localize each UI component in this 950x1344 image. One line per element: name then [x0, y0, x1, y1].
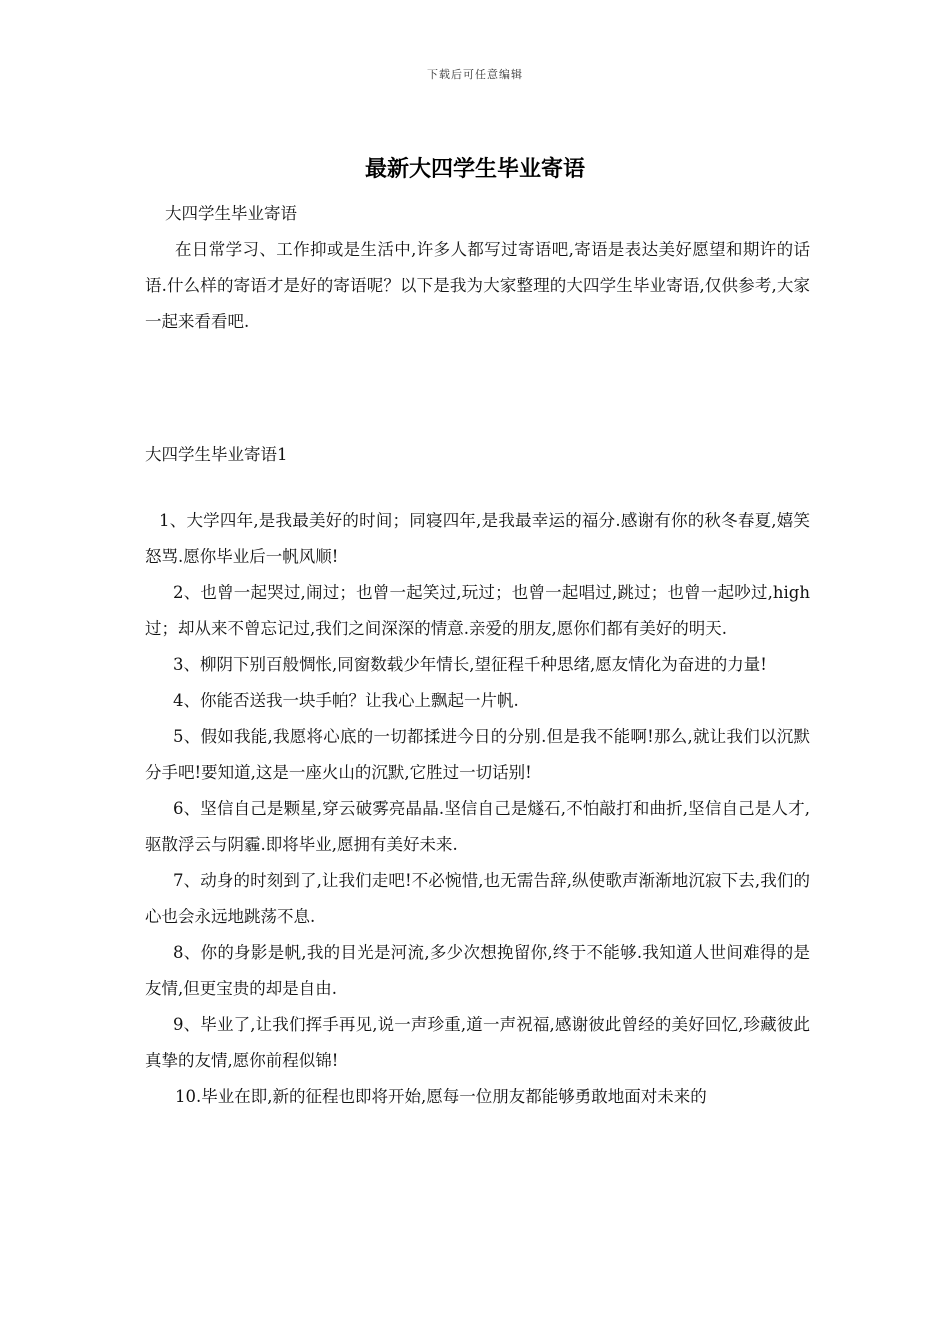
list-item: 5、假如我能,我愿将心底的一切都揉进今日的分别.但是我不能啊!那么,就让我们以沉默分手吧!要知道,这是一座火山的沉默,它胜过一切话别! — [145, 727, 810, 782]
list-item: 4、你能否送我一块手帕？让我心上飘起一片帆. — [173, 691, 519, 710]
list-item: 1、大学四年,是我最美好的时间；同寝四年,是我最幸运的福分.感谢有你的秋冬春夏,嬉笑怒骂.愿你毕业后一帆风顺! — [145, 511, 810, 566]
document-body — [145, 196, 810, 1115]
list-item: 10.毕业在即,新的征程也即将开始,愿每一位朋友都能够勇敢地面对未来的 — [175, 1087, 707, 1106]
section-heading: 大四学生毕业寄语1 — [145, 445, 288, 464]
intro-paragraph: 在日常学习、工作抑或是生活中,许多人都写过寄语吧,寄语是表达美好愿望和期许的话语.什么样的寄语才是好的寄语呢？以下是我为大家整理的大四学生毕业寄语,仅供参考,大家一起来看看吧. — [145, 240, 810, 331]
document-subtitle: 大四学生毕业寄语 — [165, 204, 297, 223]
list-item: 6、坚信自己是颗星,穿云破雾亮晶晶.坚信自己是燧石,不怕敲打和曲折,坚信自己是人才,驱散浮云与阴霾.即将毕业,愿拥有美好未来. — [145, 799, 810, 854]
header-note: 下载后可任意编辑 — [427, 68, 523, 81]
document-title: 最新大四学生毕业寄语 — [364, 156, 585, 182]
list-item: 2、也曾一起哭过,闹过；也曾一起笑过,玩过；也曾一起唱过,跳过；也曾一起吵过,high过；却从来不曾忘记过,我们之间深深的情意.亲爱的朋友,愿你们都有美好的明天. — [145, 583, 810, 638]
list-item: 3、柳阴下别百般惆怅,同窗数载少年情长,望征程千种思绪,愿友情化为奋进的力量! — [173, 655, 767, 674]
list-item: 9、毕业了,让我们挥手再见,说一声珍重,道一声祝福,感谢彼此曾经的美好回忆,珍藏彼此真挚的友情,愿你前程似锦! — [145, 1015, 810, 1070]
list-item: 8、你的身影是帆,我的目光是河流,多少次想挽留你,终于不能够.我知道人世间难得的是友情,但更宝贵的却是自由. — [145, 943, 810, 998]
message-list — [145, 503, 810, 1115]
list-item: 7、动身的时刻到了,让我们走吧!不必惋惜,也无需告辞,纵使歌声渐渐地沉寂下去,我们的心也会永远地跳荡不息. — [145, 871, 810, 926]
